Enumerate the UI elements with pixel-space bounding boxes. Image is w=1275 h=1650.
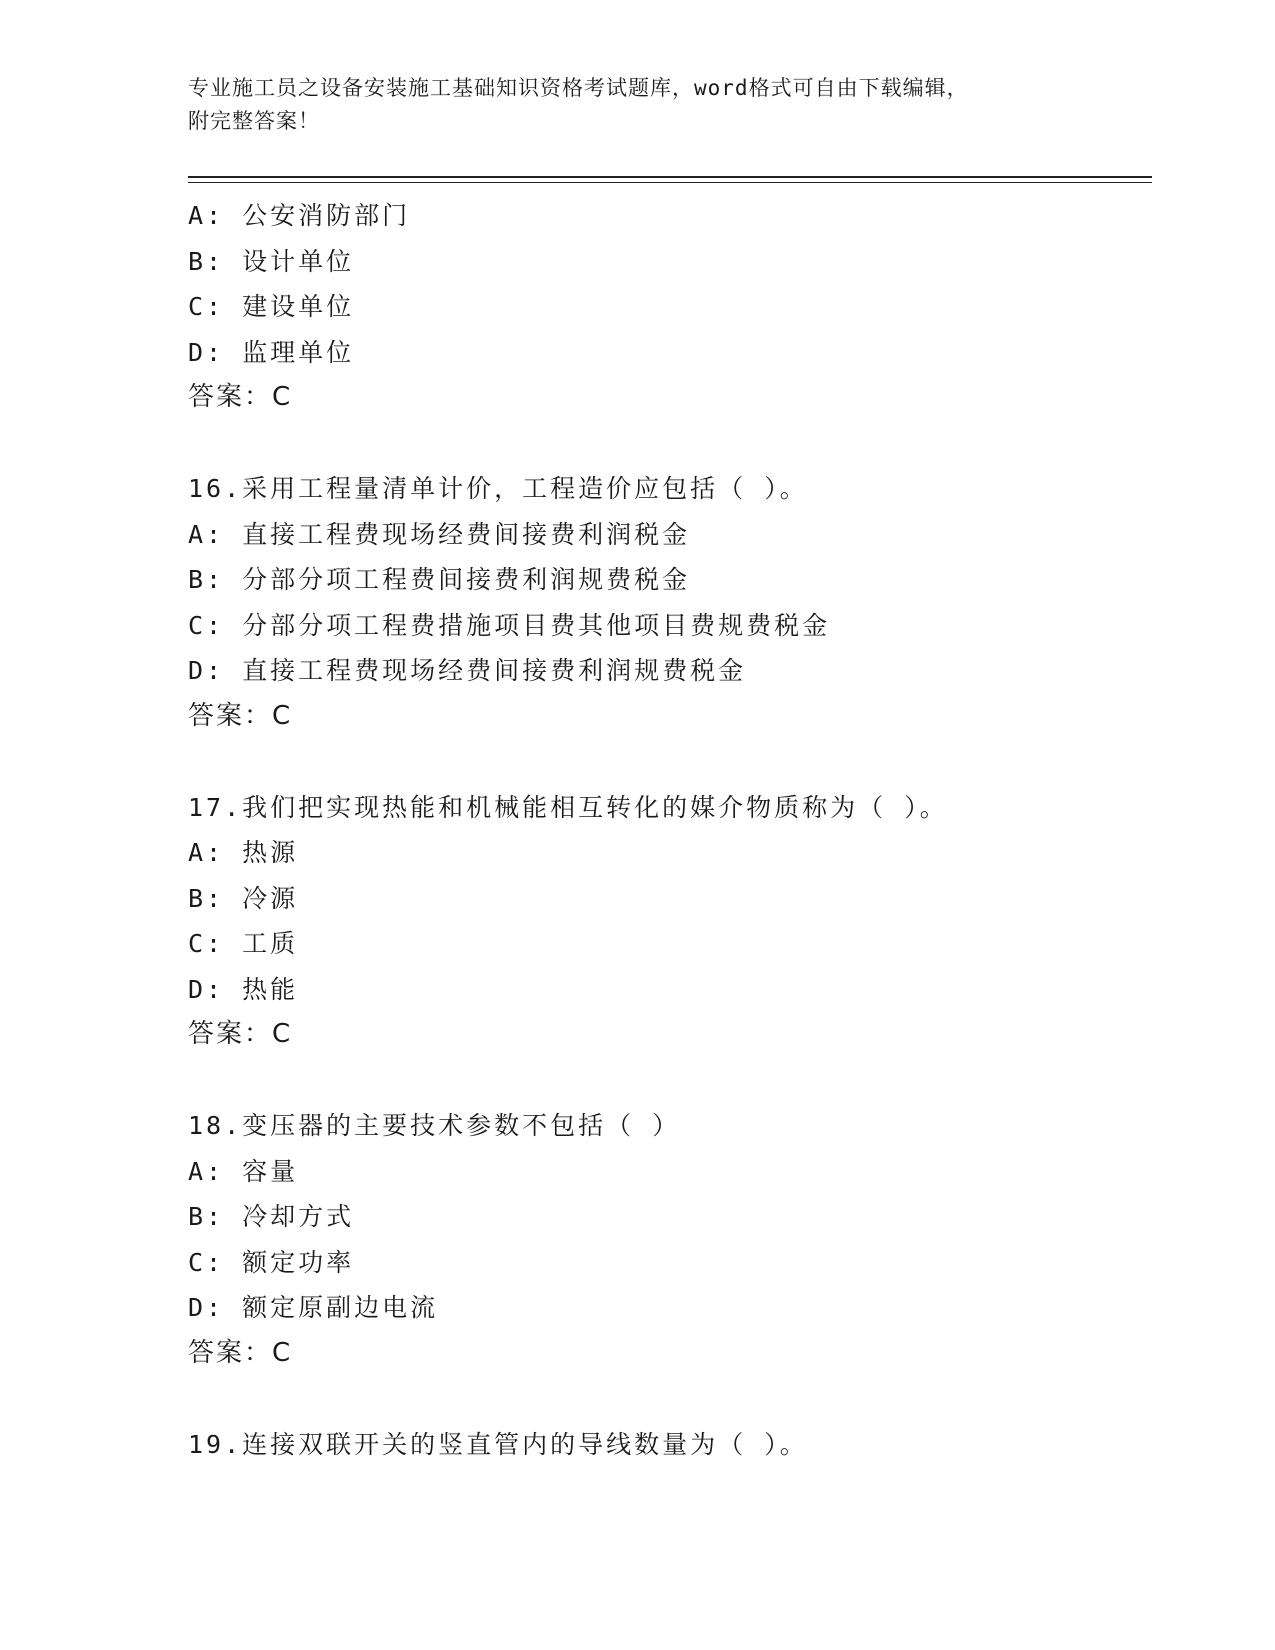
question-text: 17.我们把实现热能和机械能相互转化的媒介物质称为（ ）。	[188, 792, 948, 822]
option-b: B: 冷源	[188, 883, 299, 913]
option-a: A: 直接工程费现场经费间接费利润税金	[188, 519, 691, 549]
option-b: B: 冷却方式	[188, 1202, 355, 1231]
question-17	[188, 785, 1152, 1058]
answer: 答案：C	[188, 700, 293, 731]
answer: 答案：C	[188, 1337, 293, 1368]
option-b: B: 分部分项工程费间接费利润规费税金	[188, 565, 691, 594]
option-c: C: 额定功率	[188, 1247, 355, 1277]
question-text: 19.连接双联开关的竖直管内的导线数量为（ ）。	[188, 1429, 808, 1459]
question-text: 18.变压器的主要技术参数不包括（ ）	[188, 1111, 681, 1140]
question-19	[188, 1422, 1152, 1468]
option-d: D: 额定原副边电流	[188, 1293, 439, 1322]
option-c: C: 分部分项工程费措施项目费其他项目费规费税金	[188, 610, 831, 640]
document-header	[188, 72, 1068, 138]
answer: 答案：C	[188, 382, 293, 412]
answer: 答案：C	[188, 1019, 293, 1049]
header-line-1: 专业施工员之设备安装施工基础知识资格考试题库，word格式可自由下载编辑，	[188, 76, 969, 100]
header-line-2: 附完整答案！	[188, 109, 320, 133]
header-divider-thin	[188, 182, 1152, 183]
option-a: A: 容量	[188, 1156, 299, 1186]
option-d: D: 直接工程费现场经费间接费利润规费税金	[188, 656, 747, 685]
option-c: C: 建设单位	[188, 292, 355, 321]
option-a: A: 热源	[188, 838, 299, 867]
option-a: A: 公安消防部门	[188, 201, 411, 230]
question-text: 16.采用工程量清单计价，工程造价应包括（ ）。	[188, 474, 808, 503]
option-d: D: 热能	[188, 974, 299, 1004]
question-15-continued	[188, 193, 1152, 421]
option-b: B: 设计单位	[188, 246, 355, 276]
option-d: D: 监理单位	[188, 337, 355, 367]
question-18	[188, 1103, 1152, 1376]
header-divider	[188, 176, 1152, 178]
question-list	[188, 193, 1152, 1467]
option-c: C: 工质	[188, 929, 299, 958]
question-16	[188, 466, 1152, 739]
